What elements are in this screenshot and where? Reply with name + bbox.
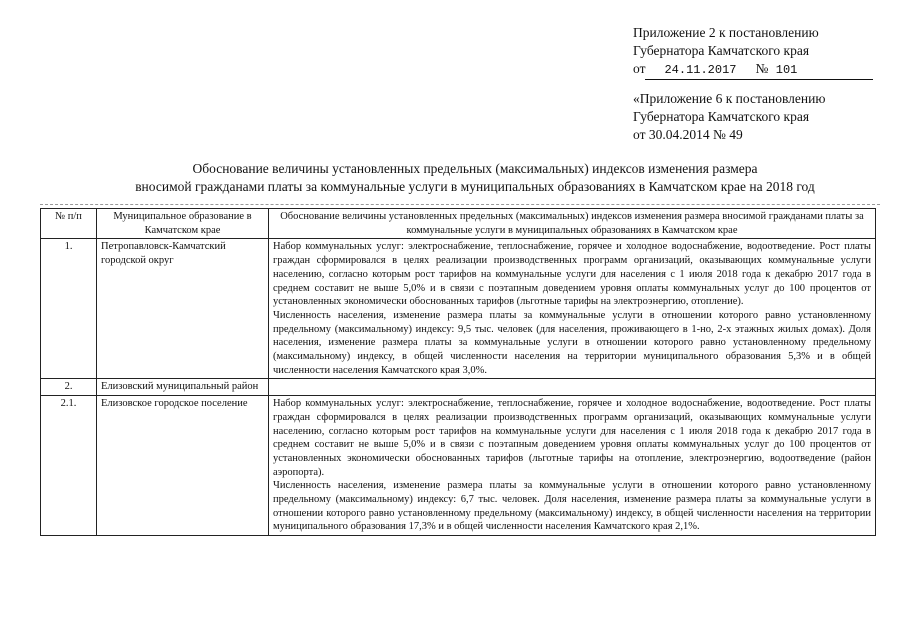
justification-paragraph: Набор коммунальных услуг: электроснабжение, теплоснабжение, горячее и холодное водоснабжение, водоотведение. Рост платы граждан сформировался в целях реализации производственных программ организаций, оказывающих коммунальные услуги населению, согласно которым рост тарифов на коммунальные услуги для населения с 1 июля 2018 года к декабрю 2017 года в среднем составит не выше 5,0% и в связи с поэтапным доведением уровня оплаты коммунальных услуг до 100 процентов от установленных экономически обоснованных тарифов (льготные тарифы на отопление, электроэнергию, водоотведение (район аэропорта). bbox=[273, 398, 871, 478]
justification-table bbox=[40, 208, 876, 536]
row-num: 1. bbox=[41, 239, 97, 379]
prev-annex-line-1: «Приложение 6 к постановлению bbox=[633, 91, 826, 106]
header-justification: Обоснование величины установленных предельных (максимальных) индексов изменения размера вносимой гражданами платы за коммунальные услуги в муниципальных образованиях в Камчатском крае bbox=[269, 209, 876, 239]
date-prefix: от bbox=[633, 61, 646, 76]
row-justification bbox=[269, 239, 876, 379]
row-municipality: Петропавловск-Камчатский городской округ bbox=[97, 239, 269, 379]
annex-line-1: Приложение 2 к постановлению bbox=[633, 25, 819, 40]
prev-annex-line-2: Губернатора Камчатского края bbox=[633, 109, 810, 124]
header-municipality: Муниципальное образование в Камчатском крае bbox=[97, 209, 269, 239]
title-line-2: вносимой гражданами платы за коммунальные услуги в муниципальных образованиях в Камчатском крае на 2018 год bbox=[135, 179, 815, 194]
table-header-row bbox=[41, 209, 876, 239]
previous-annex-header bbox=[633, 90, 825, 144]
row-num: 2. bbox=[41, 379, 97, 396]
justification-paragraph: Набор коммунальных услуг: электроснабжение, теплоснабжение, горячее и холодное водоснабжение, водоотведение. Рост платы граждан сформировался в целях реализации производственных программ организаций, оказывающих коммунальные услуги населению, согласно которым рост тарифов на коммунальные услуги для населения с 1 июля 2018 года к декабрю 2017 года в среднем составит не выше 5,0% и в связи с поэтапным доведением уровня оплаты коммунальных услуг до 100 процентов от установленных экономически обоснованных тарифов (льготные тарифы на электроэнергию, отопление). bbox=[273, 241, 871, 308]
scan-divider bbox=[40, 204, 880, 205]
row-justification bbox=[269, 379, 876, 396]
title-line-1: Обоснование величины установленных предельных (максимальных) индексов изменения размера bbox=[192, 161, 758, 176]
row-justification bbox=[269, 396, 876, 536]
table-row bbox=[41, 379, 876, 396]
annex-header bbox=[633, 24, 873, 80]
number-prefix: № bbox=[755, 61, 769, 76]
table-row bbox=[41, 396, 876, 536]
header-num: № п/п bbox=[41, 209, 97, 239]
annex-date: 24.11.2017 bbox=[645, 61, 755, 80]
document-title bbox=[60, 160, 890, 196]
row-municipality: Елизовское городское поселение bbox=[97, 396, 269, 536]
annex-number-field bbox=[755, 60, 873, 80]
population-paragraph: Численность населения, изменение размера платы за коммунальные услуги в отношении которого равно установленному предельному (максимальному) индексу: 6,7 тыс. человек. Доля населения, изменение размера платы за коммунальные услуги в отношении которого равно установленному предельному (максимальному) индексу, в общей численности населения на территории муниципального образования 17,3% и в общей численности населения Камчатского края 2,1%. bbox=[273, 480, 871, 533]
table-row bbox=[41, 239, 876, 379]
annex-date-line bbox=[633, 60, 873, 80]
annex-line-2: Губернатора Камчатского края bbox=[633, 43, 810, 58]
prev-annex-line-3: от 30.04.2014 № 49 bbox=[633, 127, 743, 142]
annex-number: 101 bbox=[775, 63, 798, 77]
row-num: 2.1. bbox=[41, 396, 97, 536]
population-paragraph: Численность населения, изменение размера платы за коммунальные услуги в отношении которого равно установленному предельному (максимальному) индексу: 9,5 тыс. человек (для населения, проживающего в 1-но, 2-х этажных жилых домах). Доля населения, изменение размера платы за коммунальные услуги в отношении которого равно установленному предельному (максимальному) индексу, в общей численности населения на территории муниципального образования 5,3% и в общей численности населения Камчатского края 3,0%. bbox=[273, 309, 871, 376]
row-municipality: Елизовский муниципальный район bbox=[97, 379, 269, 396]
